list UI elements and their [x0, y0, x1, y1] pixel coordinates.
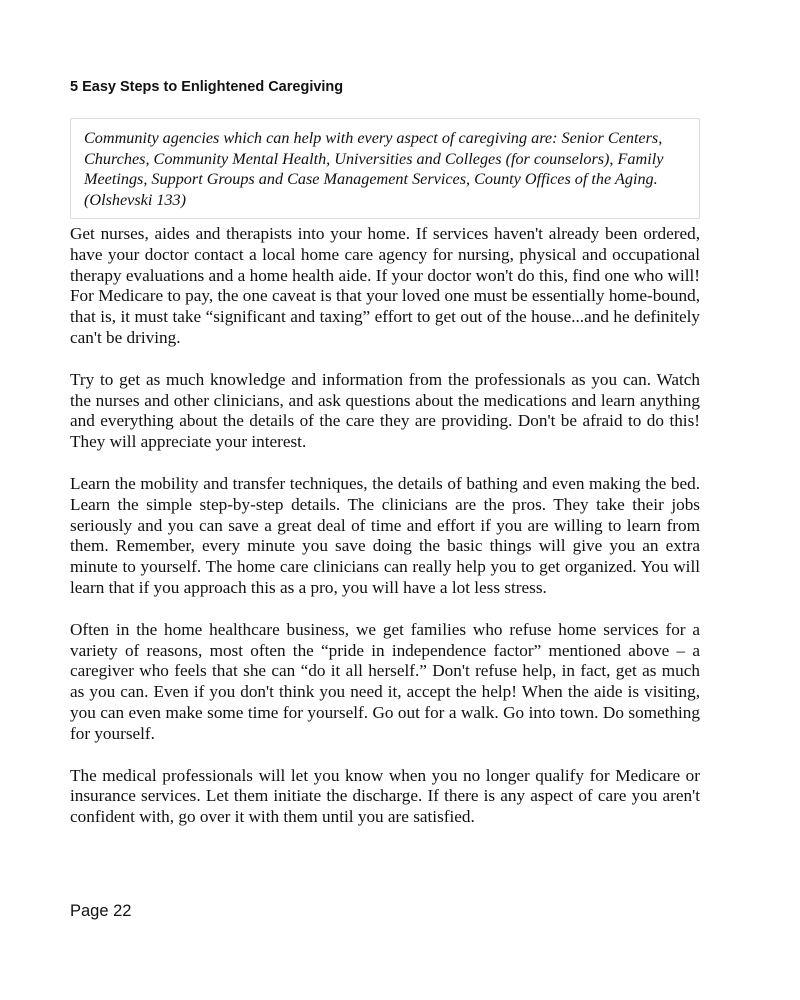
quote-text: Community agencies which can help with every aspect of caregiving are: Senior Centers, Churches, Community Mental Health, Universities and Colleges (for counselors), Family Meetings, Support Groups and Case Management Services, County Offices of the Aging. (Olshevski 133) [84, 129, 664, 209]
quote-box [70, 118, 700, 219]
body-paragraph: Get nurses, aides and therapists into your home. If services haven't already been ordered, have your doctor contact a local home care agency for nursing, physical and occupational therapy evaluations and a home health aide. If your doctor won't do this, find one who will! For Medicare to pay, the one caveat is that your loved one must be essentially home-bound, that is, it must take “significant and taxing” effort to get out of the house...and he definitely can't be driving. [70, 224, 700, 347]
page-number: Page 22 [70, 902, 132, 920]
body-paragraph: Try to get as much knowledge and information from the professionals as you can. Watch the nurses and other clinicians, and ask questions about the medications and learn anything and everything about the details of the care they are providing. Don't be afraid to do this! They will appreciate your interest. [70, 369, 700, 452]
body-paragraph: Learn the mobility and transfer techniques, the details of bathing and even making the bed. Learn the simple step-by-step details. The clinicians are the pros. They take their jobs seriously and you can save a great deal of time and effort if you are willing to learn from them. Remember, every minute you save doing the basic things will give you an extra minute to yourself. The home care clinicians can really help you to get organized. You will learn that if you approach this as a pro, you will have a lot less stress. [70, 473, 700, 597]
body-text [70, 224, 700, 849]
page-header-title: 5 Easy Steps to Enlightened Caregiving [70, 79, 344, 95]
body-paragraph: The medical professionals will let you know when you no longer qualify for Medicare or insurance services. Let them initiate the discharge. If there is any aspect of care you aren't confident with, go over it with them until you are satisfied. [70, 765, 700, 827]
document-page [70, 0, 700, 1000]
body-paragraph: Often in the home healthcare business, we get families who refuse home services for a variety of reasons, most often the “pride in independence factor” mentioned above – a caregiver who feels that she can “do it all herself.” Don't refuse help, in fact, get as much as you can. Even if you don't think you need it, accept the help! When the aide is visiting, you can even make some time for yourself. Go out for a walk. Go into town. Do something for yourself. [70, 619, 700, 743]
